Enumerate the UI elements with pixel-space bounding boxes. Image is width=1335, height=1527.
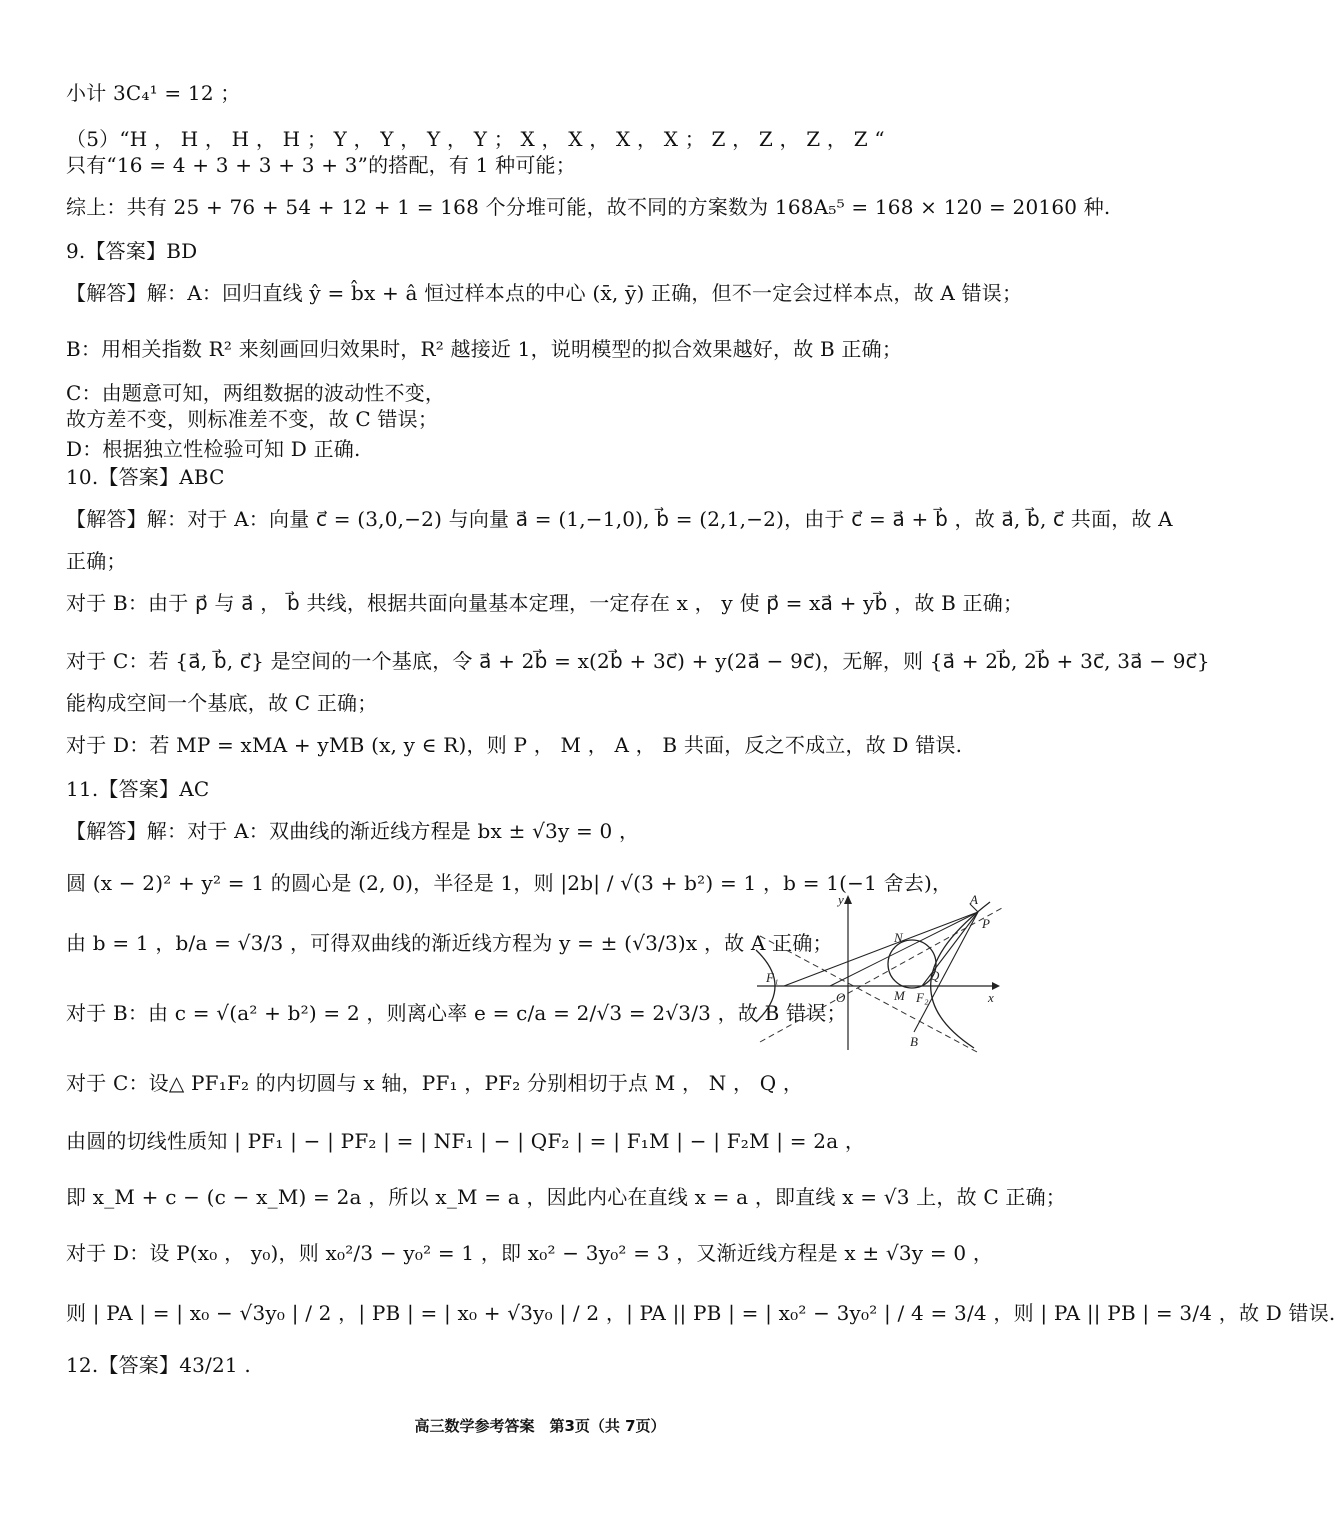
q9-solution-b: B：用相关指数 R² 来刻画回归效果时，R² 越接近 1，说明模型的拟合效果越好，故 B 正确； [66,337,903,361]
incircle [888,940,936,988]
label-f1: F₁ [766,970,779,985]
q11-solution-b: 对于 B：由 c = √(a² + b²) = 2 ，则离心率 e = c/a = 2/√3 = 2√3/3 ，故 B 错误； [66,1001,847,1025]
hyperbola-figure [752,890,1008,1052]
line-pf1 [784,912,978,986]
q11-answer: 11.【答案】AC [66,777,210,801]
case-5-line: （5）“H ， H ， H ， H ； Y ， Y ， Y ， Y ； X ， X ， X ， X ； Z ， Z ， Z ， Z “ [66,127,885,151]
q9-solution-c2: 故方差不变，则标准差不变，故 C 错误； [66,407,439,431]
q11-solution-a3: 由 b = 1 ，b/a = √3/3 ，可得双曲线的渐近线方程为 y = ± (√3/3)x ，故 A 正确； [66,931,833,955]
q9-solution-d: D：根据独立性检验可知 D 正确. [66,437,361,461]
case-5-result: 只有“16 = 4 + 3 + 3 + 3 + 3”的搭配，有 1 种可能； [66,153,576,177]
q10-solution-d: 对于 D：若 MP = xMA + yMB (x, y ∈ R)，则 P ， M ， A ， B 共面，反之不成立，故 D 错误. [66,733,963,757]
label-n: N [894,930,903,945]
label-a: A [970,892,978,907]
line-op [830,912,978,986]
label-x: x [988,990,994,1005]
q12-answer: 12.【答案】43/21 . [66,1353,251,1377]
label-b: B [910,1034,918,1049]
q9-solution-a: 【解答】解：A：回归直线 ŷ = b̂x + â 恒过样本点的中心 (x̄, ȳ) 正确，但不一定会过样本点，故 A 错误； [66,281,1023,305]
label-y: y [838,892,844,907]
q10-solution-c2: 能构成空间一个基底，故 C 正确； [66,691,378,715]
q9-solution-c: C：由题意可知，两组数据的波动性不变， [66,381,446,405]
q11-solution-c2: 由圆的切线性质知 | PF₁ | − | PF₂ | = | NF₁ | − | QF₂ | = | F₁M | − | F₂M | = 2a ， [66,1129,866,1153]
q11-solution-d: 对于 D：设 P(x₀ ， y₀)，则 x₀²/3 − y₀² = 1 ，即 x₀² − 3y₀² = 3 ，又渐近线方程是 x ± √3y = 0 ， [66,1241,994,1265]
label-p: P [982,916,990,931]
summary-line: 综上：共有 25 + 76 + 54 + 12 + 1 = 168 个分堆可能，故不同的方案数为 168A₅⁵ = 168 × 120 = 20160 种. [66,195,1111,219]
line-pb [914,912,978,1032]
page-footer: 高三数学参考答案 第3页（共 7页） [414,1417,666,1435]
q9-answer: 9.【答案】BD [66,239,198,263]
label-q: Q [930,968,940,983]
subtotal-line: 小计 3C₄¹ = 12 ； [66,81,241,105]
q10-solution-b: 对于 B：由于 p⃗ 与 a⃗ ， b⃗ 共线，根据共面向量基本定理，一定存在 x ， y 使 p⃗ = xa⃗ + yb⃗ ，故 B 正确； [66,591,1024,615]
x-axis-arrow [992,982,1000,990]
q10-solution-a: 【解答】解：对于 A：向量 c⃗ = (3,0,−2) 与向量 a⃗ = (1,−1,0), b⃗ = (2,1,−2)，由于 c⃗ = a⃗ + b⃗ ，故 a⃗, b⃗, c⃗ 共面，故 A [66,507,1173,531]
y-axis-arrow [844,895,852,904]
q10-solution-c: 对于 C：若 {a⃗, b⃗, c⃗} 是空间的一个基底，令 a⃗ + 2b⃗ = x(2b⃗ + 3c⃗) + y(2a⃗ − 9c⃗)，无解，则 {a⃗ + 2b⃗, 2b⃗ + 3c⃗, 3a⃗ − 9c⃗} [66,649,1210,673]
q11-solution-a2: 圆 (x − 2)² + y² = 1 的圆心是 (2, 0)，半径是 1，则 |2b| / √(3 + b²) = 1 ，b = 1(−1 舍去)， [66,871,953,895]
q10-answer: 10.【答案】ABC [66,465,225,489]
q11-solution-c: 对于 C：设△ PF₁F₂ 的内切圆与 x 轴，PF₁ ，PF₂ 分别相切于点 M ， N ， Q ， [66,1071,804,1095]
q11-solution-c3: 即 x_M + c − (c − x_M) = 2a ，所以 x_M = a ，因此内心在直线 x = a ，即直线 x = √3 上，故 C 正确； [66,1185,1066,1209]
label-m: M [894,988,905,1003]
q11-solution-d2: 则 | PA | = | x₀ − √3y₀ | / 2 ，| PB | = | x₀ + √3y₀ | / 2 ，| PA || PB | = | x₀² − 3y₀² | / 4 = 3/4 ，则 | PA || PB | = 3/4 ，故 D 错误. [66,1301,1335,1325]
label-o: O [836,990,846,1005]
q10-solution-a2: 正确； [66,549,127,573]
label-f2: F₂ [916,990,929,1005]
q11-solution-a: 【解答】解：对于 A：双曲线的渐近线方程是 bx ± √3y = 0 ， [66,819,640,843]
